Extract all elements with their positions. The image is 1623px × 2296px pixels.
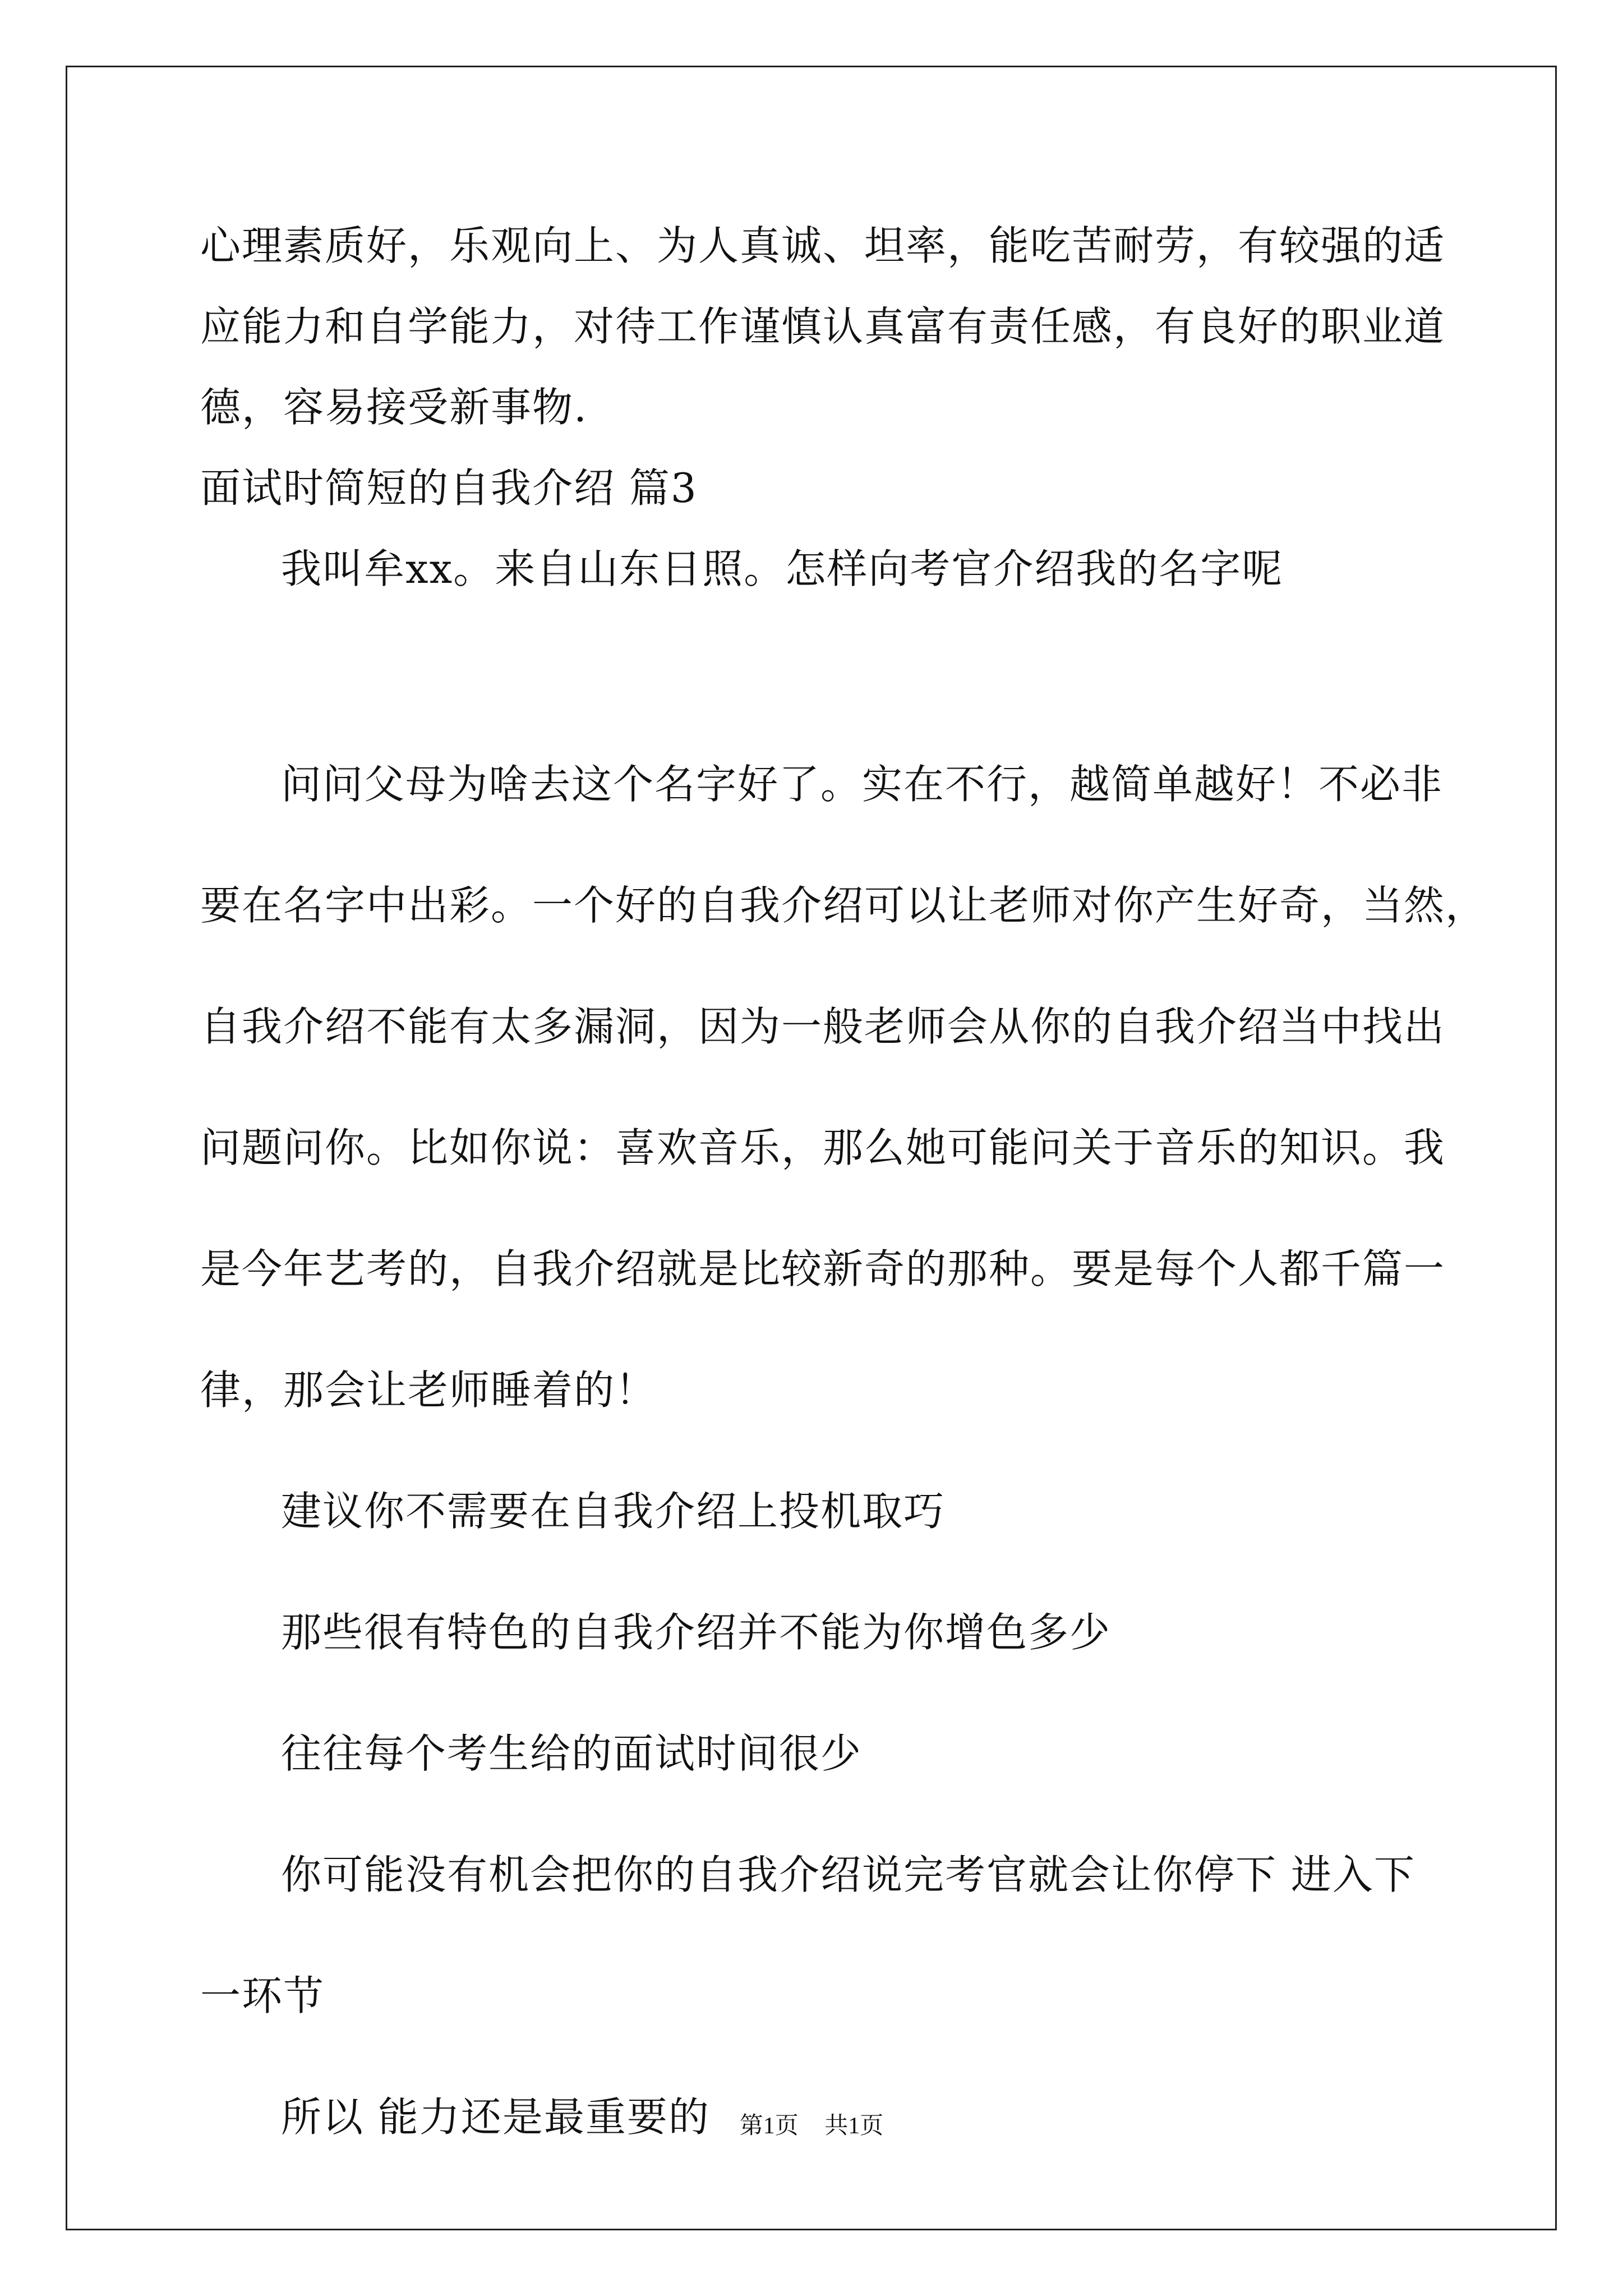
page-footer [0,2110,1623,2142]
text-line: 我叫牟xx。来自山东日照。怎样向考官介绍我的名字呢 [281,545,1284,592]
text-line: 德，容易接受新事物. [200,384,588,431]
page-number: 第1页 [739,2113,799,2139]
text-line: 往往每个考生给的面试时间很少 [281,1730,863,1777]
text-line: 一环节 [200,1972,325,2019]
text-line: 那些很有特色的自我介绍并不能为你增色多少 [281,1609,1112,1656]
text-line: 自我介绍不能有太多漏洞，因为一般老师会从你的自我介绍当中找出 [200,1003,1446,1050]
text-line: 要在名字中出彩。一个好的自我介绍可以让老师对你产生好奇，当然， [200,882,1487,929]
section-heading: 面试时简短的自我介绍 篇3 [200,464,698,512]
text-line: 是今年艺考的，自我介绍就是比较新奇的那种。要是每个人都千篇一 [200,1245,1446,1292]
text-line: 应能力和自学能力，对待工作谨慎认真富有责任感，有良好的职业道 [200,303,1446,350]
text-line: 问题问你。比如你说：喜欢音乐，那么她可能问关于音乐的知识。我 [200,1124,1446,1171]
text-line: 建议你不需要在自我介绍上投机取巧 [281,1488,946,1535]
text-line: 律，那会让老师睡着的！ [200,1366,657,1414]
text-line: 心理素质好，乐观向上、为人真诚、坦率，能吃苦耐劳，有较强的适 [200,222,1446,269]
text-line: 所以 能力还是最重要的 [281,2093,710,2141]
page-total: 共1页 [824,2113,884,2139]
text-line: 你可能没有机会把你的自我介绍说完考官就会让你停下 进入下 [281,1851,1415,1898]
text-line: 问问父母为啥去这个名字好了。实在不行，越简单越好！不必非 [281,761,1444,808]
